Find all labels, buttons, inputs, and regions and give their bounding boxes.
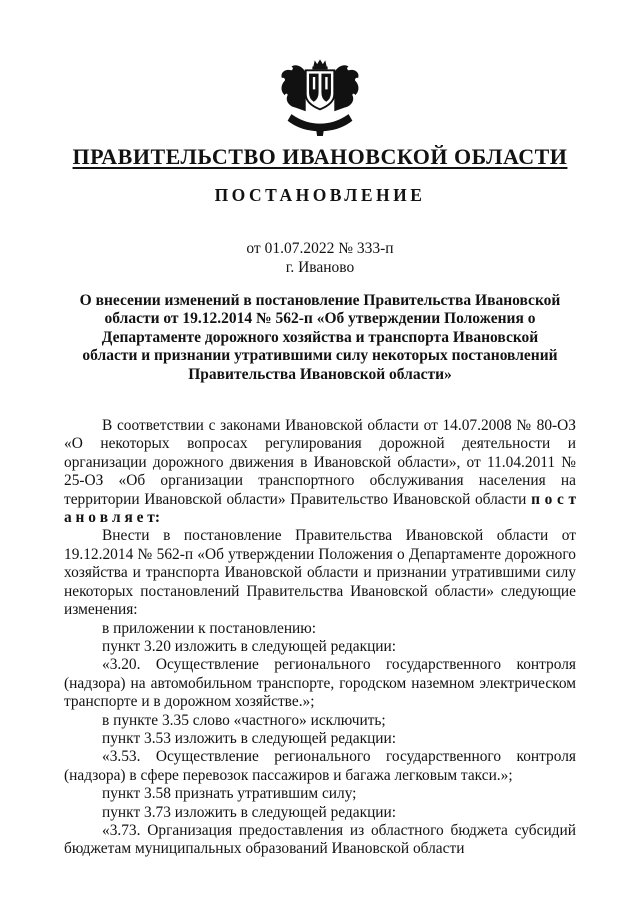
authority-title: ПРАВИТЕЛЬСТВО ИВАНОВСКОЙ ОБЛАСТИ bbox=[72, 144, 568, 169]
paragraph: пункт 3.53 изложить в следующей редакции: bbox=[102, 729, 397, 747]
document-body bbox=[64, 417, 576, 859]
coat-of-arms-icon bbox=[274, 57, 366, 137]
paragraph: «3.73. Организация предоставления из областного бюджета субсидий бюджетам муниципальных образований Ивановской области bbox=[64, 821, 576, 858]
preamble-text: В соответствии с законами Ивановской области от 14.07.2008 № 80-ОЗ «О некоторых вопросах регулирования дорожной деятельности и организации дорожного движения в Ивановской области», от 11.04.2011 № 25-ОЗ «Об организации транспортного обслуживания населения на территории Ивановской области» Правительство Ивановской области bbox=[64, 417, 576, 508]
subject-title: О внесении изменений в постановление Правительства Ивановской области от 19.12.2014 № 562-п «Об утверждении Положения о Департаменте дорожного хозяйства и транспорта Ивановской области и признании утратившими силу некоторых постановлений Правительства Ивановской области» bbox=[79, 292, 561, 383]
paragraph: Внести в постановление Правительства Ивановской области от 19.12.2014 № 562-п «Об утверждении Положения о Департаменте дорожного хозяйства и транспорта Ивановской области и признании утратившими силу некоторых постановлений Правительства Ивановской области» следующие изменения: bbox=[64, 527, 576, 619]
emblem bbox=[0, 57, 640, 137]
paragraph: в пункте 3.35 слово «частного» исключить; bbox=[102, 711, 386, 729]
paragraph: «3.53. Осуществление регионального государственного контроля (надзора) в сфере перевозок пассажиров и багажа легковым такси.»; bbox=[64, 748, 576, 784]
document-type-title: ПОСТАНОВЛЕНИЕ bbox=[214, 185, 426, 205]
date-number-line: от 01.07.2022 № 333-п bbox=[246, 240, 394, 257]
city-line: г. Иваново bbox=[285, 259, 355, 276]
paragraph: пункт 3.58 признать утратившим силу; bbox=[102, 785, 357, 803]
paragraph: «3.20. Осуществление регионального государственного контроля (надзора) на автомобильном транспорте, городском наземном электрическом транспорте и в дорожном хозяйстве.»; bbox=[64, 656, 576, 711]
paragraph-preamble bbox=[64, 417, 576, 527]
resolves-keyword: п о с т а н о в л я е т: bbox=[64, 490, 577, 527]
paragraph: в приложении к постановлению: bbox=[102, 619, 317, 637]
paragraph: пункт 3.73 изложить в следующей редакции: bbox=[102, 803, 397, 821]
paragraph: пункт 3.20 изложить в следующей редакции: bbox=[102, 637, 397, 655]
